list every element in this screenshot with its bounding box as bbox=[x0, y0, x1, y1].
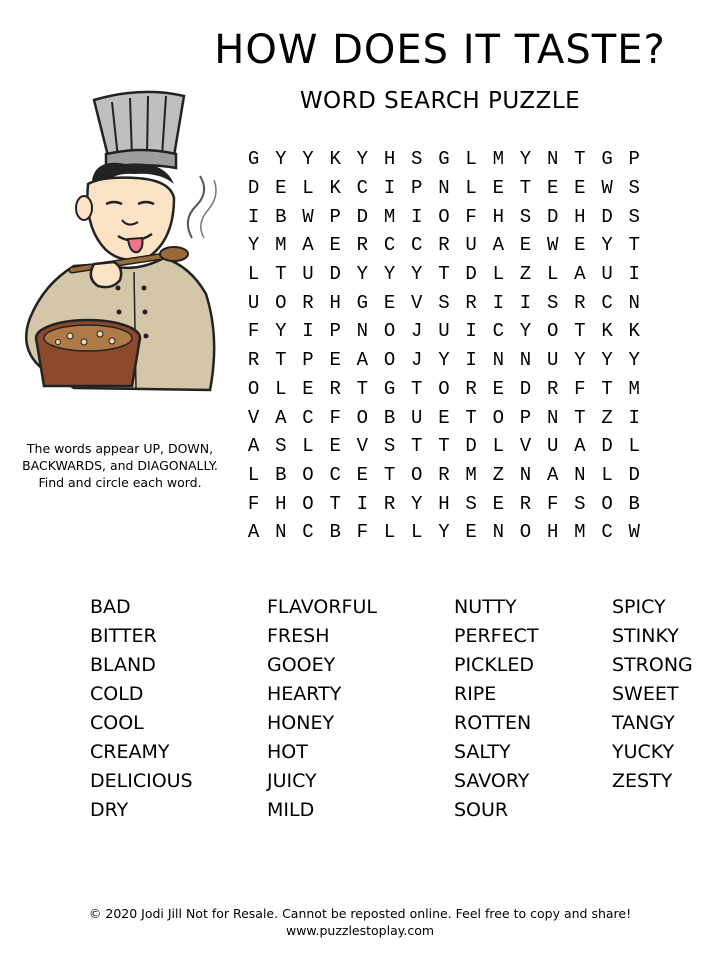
grid-letter[interactable]: O bbox=[383, 349, 396, 372]
grid-letter[interactable]: I bbox=[628, 263, 640, 286]
grid-letter[interactable]: A bbox=[492, 234, 504, 257]
grid-letter[interactable]: N bbox=[275, 521, 287, 544]
grid-letter[interactable]: P bbox=[329, 205, 341, 228]
grid-letter[interactable]: G bbox=[601, 148, 613, 171]
grid-letter[interactable]: E bbox=[329, 349, 341, 372]
grid-letter[interactable]: S bbox=[438, 291, 450, 314]
grid-letter[interactable]: I bbox=[465, 349, 477, 372]
grid-letter[interactable]: A bbox=[302, 234, 314, 257]
grid-letter[interactable]: C bbox=[411, 234, 423, 257]
grid-letter[interactable]: J bbox=[411, 320, 423, 343]
chef-hat-icon bbox=[94, 92, 184, 170]
grid-letter[interactable]: A bbox=[275, 406, 287, 429]
grid-letter[interactable]: E bbox=[302, 377, 314, 400]
grid-letter[interactable]: N bbox=[519, 349, 532, 372]
grid-letter[interactable]: B bbox=[383, 406, 396, 429]
word-list bbox=[0, 593, 720, 833]
grid-letter[interactable]: I bbox=[628, 406, 640, 429]
grid-letter[interactable]: T bbox=[383, 463, 396, 486]
grid-letter[interactable]: F bbox=[356, 521, 369, 544]
grid-letter[interactable]: D bbox=[465, 263, 477, 286]
grid-letter[interactable]: S bbox=[628, 205, 640, 228]
grid-letter[interactable]: E bbox=[329, 234, 341, 257]
grid-letter[interactable]: P bbox=[329, 320, 341, 343]
grid-letter[interactable]: C bbox=[601, 291, 613, 314]
grid-letter[interactable]: D bbox=[628, 463, 640, 486]
grid-letter[interactable]: U bbox=[465, 234, 477, 257]
grid-letter[interactable]: R bbox=[383, 492, 396, 515]
grid-letter[interactable]: S bbox=[411, 148, 423, 171]
grid-letter[interactable]: O bbox=[411, 463, 423, 486]
grid-letter[interactable]: H bbox=[574, 205, 586, 228]
word-item: DRY bbox=[90, 799, 129, 821]
grid-letter[interactable]: H bbox=[546, 521, 559, 544]
word-item: TANGY bbox=[612, 712, 675, 734]
page-title: HOW DOES IT TASTE? bbox=[214, 27, 666, 73]
grid-letter[interactable]: K bbox=[329, 177, 341, 200]
grid-letter[interactable]: U bbox=[546, 349, 559, 372]
word-column bbox=[90, 593, 193, 825]
grid-letter[interactable]: L bbox=[465, 177, 477, 200]
grid-letter[interactable]: R bbox=[574, 291, 586, 314]
word-column bbox=[454, 593, 538, 825]
word-item: SAVORY bbox=[454, 770, 530, 792]
grid-letter[interactable]: M bbox=[275, 234, 287, 257]
word-item: BAD bbox=[90, 596, 131, 618]
grid-letter[interactable]: P bbox=[628, 148, 640, 171]
grid-letter[interactable]: I bbox=[247, 205, 260, 228]
grid-letter[interactable]: T bbox=[411, 435, 423, 458]
grid-letter[interactable]: H bbox=[275, 492, 287, 515]
grid-letter[interactable]: E bbox=[356, 463, 369, 486]
grid-letter[interactable]: O bbox=[438, 205, 450, 228]
grid-letter[interactable]: N bbox=[492, 349, 504, 372]
grid-letter[interactable]: Y bbox=[519, 320, 532, 343]
word-column bbox=[267, 593, 377, 825]
grid-letter[interactable]: O bbox=[275, 291, 287, 314]
grid-letter[interactable]: D bbox=[356, 205, 369, 228]
grid-letter[interactable]: T bbox=[574, 406, 586, 429]
word-item: HOT bbox=[267, 741, 308, 763]
grid-letter[interactable]: T bbox=[465, 406, 477, 429]
footer bbox=[0, 905, 720, 939]
grid-letter[interactable]: O bbox=[519, 521, 532, 544]
grid-letter[interactable]: U bbox=[247, 291, 260, 314]
grid-letter[interactable]: Z bbox=[492, 463, 504, 486]
grid-letter[interactable]: N bbox=[546, 406, 559, 429]
grid-letter[interactable]: N bbox=[492, 521, 504, 544]
grid-letter[interactable]: R bbox=[438, 234, 450, 257]
grid-letter[interactable]: A bbox=[574, 435, 586, 458]
grid-letter[interactable]: L bbox=[465, 148, 477, 171]
grid-letter[interactable]: B bbox=[628, 492, 640, 515]
grid-letter[interactable]: T bbox=[275, 263, 287, 286]
grid-letter[interactable]: U bbox=[601, 263, 613, 286]
grid-letter[interactable]: O bbox=[601, 492, 613, 515]
word-item: MILD bbox=[267, 799, 315, 821]
grid-letter[interactable]: E bbox=[519, 234, 532, 257]
grid-letter[interactable]: E bbox=[383, 291, 396, 314]
grid-letter[interactable]: Z bbox=[519, 263, 532, 286]
grid-letter[interactable]: C bbox=[356, 177, 369, 200]
grid-letter[interactable]: H bbox=[438, 492, 450, 515]
grid-letter[interactable]: M bbox=[574, 521, 586, 544]
grid-letter[interactable]: E bbox=[492, 492, 504, 515]
grid-letter[interactable]: I bbox=[519, 291, 532, 314]
grid-letter[interactable]: C bbox=[302, 521, 314, 544]
grid-letter[interactable]: I bbox=[356, 492, 369, 515]
grid-letter[interactable]: Y bbox=[438, 349, 450, 372]
grid-letter[interactable]: L bbox=[247, 263, 260, 286]
grid-letter[interactable]: Y bbox=[302, 148, 314, 171]
grid-letter[interactable]: B bbox=[275, 463, 287, 486]
grid-letter[interactable]: L bbox=[546, 263, 559, 286]
grid-letter[interactable]: A bbox=[247, 521, 260, 544]
grid-letter[interactable]: T bbox=[601, 377, 613, 400]
word-item: YUCKY bbox=[612, 741, 675, 763]
word-item: SWEET bbox=[612, 683, 679, 705]
grid-letter[interactable]: N bbox=[519, 463, 532, 486]
word-item: FLAVORFUL bbox=[267, 596, 377, 618]
grid-letter[interactable]: Y bbox=[275, 148, 287, 171]
grid-letter[interactable]: S bbox=[574, 492, 586, 515]
grid-letter[interactable]: I bbox=[302, 320, 314, 343]
grid-letter[interactable]: C bbox=[492, 320, 504, 343]
letter-grid bbox=[240, 145, 648, 547]
grid-letter[interactable]: R bbox=[302, 291, 314, 314]
word-item: SOUR bbox=[454, 799, 509, 821]
grid-letter[interactable]: Y bbox=[574, 349, 586, 372]
grid-letter[interactable]: V bbox=[356, 435, 369, 458]
grid-letter[interactable]: L bbox=[628, 435, 640, 458]
grid-letter[interactable]: M bbox=[383, 205, 396, 228]
grid-letter[interactable]: W bbox=[601, 177, 613, 200]
word-item: BITTER bbox=[90, 625, 157, 647]
instructions bbox=[14, 440, 226, 491]
grid-letter[interactable]: O bbox=[492, 406, 504, 429]
grid-letter[interactable]: R bbox=[438, 463, 450, 486]
grid-letter[interactable]: T bbox=[411, 377, 423, 400]
grid-letter[interactable]: W bbox=[546, 234, 559, 257]
word-item: PICKLED bbox=[454, 654, 535, 676]
word-item: HONEY bbox=[267, 712, 335, 734]
grid-letter[interactable]: O bbox=[438, 377, 450, 400]
grid-letter[interactable]: E bbox=[329, 435, 341, 458]
grid-letter[interactable]: W bbox=[302, 205, 314, 228]
grid-letter[interactable]: L bbox=[492, 263, 504, 286]
grid-letter[interactable]: F bbox=[574, 377, 586, 400]
grid-letter[interactable]: R bbox=[519, 492, 532, 515]
grid-letter[interactable]: N bbox=[628, 291, 640, 314]
grid-letter[interactable]: Y bbox=[411, 492, 423, 515]
copyright-text: © 2020 Jodi Jill Not for Resale. Cannot be reposted online. Feel free to copy and share! bbox=[88, 906, 632, 921]
grid-letter[interactable]: Y bbox=[383, 263, 396, 286]
grid-letter[interactable]: Y bbox=[356, 263, 369, 286]
grid-letter[interactable]: D bbox=[519, 377, 532, 400]
word-item: ROTTEN bbox=[454, 712, 532, 734]
word-item: STRONG bbox=[612, 654, 693, 676]
grid-letter[interactable]: O bbox=[247, 377, 260, 400]
grid-letter[interactable]: M bbox=[628, 377, 640, 400]
grid-letter[interactable]: L bbox=[302, 177, 314, 200]
grid-letter[interactable]: Y bbox=[275, 320, 287, 343]
grid-letter[interactable]: O bbox=[383, 320, 396, 343]
grid-letter[interactable]: C bbox=[329, 463, 341, 486]
grid-letter[interactable]: L bbox=[601, 463, 613, 486]
grid-letter[interactable]: R bbox=[546, 377, 559, 400]
grid-letter[interactable]: W bbox=[628, 521, 640, 544]
grid-letter[interactable]: Y bbox=[601, 349, 613, 372]
grid-letter[interactable]: T bbox=[574, 148, 586, 171]
grid-letter[interactable]: U bbox=[438, 320, 450, 343]
grid-letter[interactable]: U bbox=[302, 263, 314, 286]
word-item: SALTY bbox=[454, 741, 511, 763]
grid-letter[interactable]: A bbox=[574, 263, 586, 286]
grid-letter[interactable]: O bbox=[302, 463, 314, 486]
grid-letter[interactable]: F bbox=[329, 406, 341, 429]
grid-letter[interactable]: E bbox=[574, 234, 586, 257]
grid-letter[interactable]: S bbox=[465, 492, 477, 515]
grid-letter[interactable]: Y bbox=[247, 234, 260, 257]
grid-letter[interactable]: V bbox=[519, 435, 532, 458]
word-item: PERFECT bbox=[454, 625, 539, 647]
grid-letter[interactable]: F bbox=[247, 320, 260, 343]
website-text: www.puzzlestoplay.com bbox=[285, 923, 435, 938]
word-item: CREAMY bbox=[90, 741, 170, 763]
grid-letter[interactable]: Y bbox=[438, 521, 450, 544]
grid-letter[interactable]: R bbox=[465, 291, 477, 314]
grid-letter[interactable]: O bbox=[302, 492, 314, 515]
grid-letter[interactable]: D bbox=[601, 435, 613, 458]
word-item: COLD bbox=[90, 683, 144, 705]
grid-letter[interactable]: K bbox=[329, 148, 341, 171]
grid-letter[interactable]: E bbox=[492, 177, 504, 200]
grid-letter[interactable]: T bbox=[438, 263, 450, 286]
instructions-line: The words appear UP, DOWN, bbox=[26, 441, 214, 456]
grid-letter[interactable]: S bbox=[383, 435, 396, 458]
word-item: ZESTY bbox=[612, 770, 673, 792]
grid-letter[interactable]: C bbox=[601, 521, 613, 544]
grid-letter[interactable]: P bbox=[519, 406, 532, 429]
grid-letter[interactable]: S bbox=[628, 177, 640, 200]
grid-letter[interactable]: V bbox=[247, 406, 260, 429]
grid-letter[interactable]: T bbox=[329, 492, 341, 515]
grid-letter[interactable]: E bbox=[275, 177, 287, 200]
grid-letter[interactable]: I bbox=[465, 320, 477, 343]
grid-letter[interactable]: H bbox=[329, 291, 341, 314]
grid-letter[interactable]: R bbox=[247, 349, 260, 372]
grid-letter[interactable]: R bbox=[356, 234, 369, 257]
grid-letter[interactable]: G bbox=[247, 148, 260, 171]
grid-letter[interactable]: N bbox=[438, 177, 450, 200]
grid-letter[interactable]: E bbox=[492, 377, 504, 400]
grid-letter[interactable]: L bbox=[411, 521, 423, 544]
grid-letter[interactable]: D bbox=[546, 205, 559, 228]
grid-letter[interactable]: L bbox=[302, 435, 314, 458]
word-item: SPICY bbox=[612, 596, 666, 618]
grid-letter[interactable]: S bbox=[519, 205, 532, 228]
word-item: GOOEY bbox=[267, 654, 336, 676]
grid-letter[interactable]: V bbox=[411, 291, 423, 314]
grid-letter[interactable]: K bbox=[628, 320, 640, 343]
grid-letter[interactable]: I bbox=[492, 291, 504, 314]
grid-letter[interactable]: G bbox=[438, 148, 450, 171]
grid-letter[interactable]: U bbox=[546, 435, 559, 458]
chef-face-icon bbox=[76, 178, 174, 260]
grid-letter[interactable]: R bbox=[329, 377, 341, 400]
grid-letter[interactable]: B bbox=[329, 521, 341, 544]
grid-letter[interactable]: O bbox=[546, 320, 559, 343]
grid-letter[interactable]: L bbox=[383, 521, 396, 544]
grid-letter[interactable]: Y bbox=[519, 148, 532, 171]
grid-letter[interactable]: G bbox=[356, 291, 369, 314]
grid-letter[interactable]: C bbox=[302, 406, 314, 429]
grid-letter[interactable]: D bbox=[601, 205, 613, 228]
grid-letter[interactable]: J bbox=[411, 349, 423, 372]
grid-letter[interactable]: U bbox=[411, 406, 423, 429]
grid-letter[interactable]: A bbox=[546, 463, 559, 486]
grid-letter[interactable]: L bbox=[247, 463, 260, 486]
grid-letter[interactable]: T bbox=[275, 349, 287, 372]
pot-icon bbox=[36, 320, 140, 386]
grid-letter[interactable]: C bbox=[383, 234, 396, 257]
word-item: JUICY bbox=[267, 770, 317, 792]
word-column bbox=[612, 593, 693, 796]
grid-letter[interactable]: S bbox=[546, 291, 559, 314]
grid-letter[interactable]: T bbox=[628, 234, 640, 257]
grid-letter[interactable]: A bbox=[356, 349, 369, 372]
instructions-line: Find and circle each word. bbox=[38, 475, 202, 490]
grid-letter[interactable]: F bbox=[247, 492, 260, 515]
word-item: DELICIOUS bbox=[90, 770, 193, 792]
page-subtitle: WORD SEARCH PUZZLE bbox=[299, 88, 581, 114]
word-item: COOL bbox=[90, 712, 144, 734]
grid-letter[interactable]: N bbox=[356, 320, 369, 343]
grid-letter[interactable]: E bbox=[465, 521, 477, 544]
grid-letter[interactable]: B bbox=[275, 205, 287, 228]
grid-letter[interactable]: E bbox=[546, 177, 559, 200]
grid-letter[interactable]: Y bbox=[628, 349, 640, 372]
grid-letter[interactable]: P bbox=[302, 349, 314, 372]
grid-letter[interactable]: Y bbox=[601, 234, 613, 257]
grid-letter[interactable]: K bbox=[601, 320, 613, 343]
grid-letter[interactable]: E bbox=[438, 406, 450, 429]
word-item: RIPE bbox=[454, 683, 497, 705]
grid-letter[interactable]: Z bbox=[601, 406, 613, 429]
grid-letter[interactable]: H bbox=[492, 205, 504, 228]
grid-letter[interactable]: O bbox=[356, 406, 369, 429]
grid-letter[interactable]: M bbox=[492, 148, 504, 171]
word-item: FRESH bbox=[267, 625, 330, 647]
grid-letter[interactable]: N bbox=[546, 148, 559, 171]
grid-letter[interactable]: A bbox=[247, 435, 260, 458]
instructions-line: BACKWARDS, and DIAGONALLY. bbox=[22, 458, 218, 473]
grid-letter[interactable]: M bbox=[465, 463, 477, 486]
grid-letter[interactable]: N bbox=[574, 463, 586, 486]
word-item: STINKY bbox=[612, 625, 679, 647]
grid-letter[interactable]: Y bbox=[411, 263, 423, 286]
grid-letter[interactable]: Y bbox=[356, 148, 369, 171]
grid-letter[interactable]: I bbox=[383, 177, 396, 200]
word-item: HEARTY bbox=[267, 683, 342, 705]
grid-letter[interactable]: D bbox=[465, 435, 477, 458]
grid-letter[interactable]: L bbox=[275, 377, 287, 400]
grid-letter[interactable]: D bbox=[329, 263, 341, 286]
grid-letter[interactable]: G bbox=[383, 377, 396, 400]
grid-letter[interactable]: D bbox=[247, 177, 260, 200]
grid-letter[interactable]: T bbox=[356, 377, 369, 400]
grid-letter[interactable]: T bbox=[519, 177, 532, 200]
grid-letter[interactable]: F bbox=[546, 492, 559, 515]
grid-letter[interactable]: P bbox=[411, 177, 423, 200]
grid-letter[interactable]: I bbox=[411, 205, 423, 228]
grid-letter[interactable]: E bbox=[574, 177, 586, 200]
grid-letter[interactable]: T bbox=[574, 320, 586, 343]
grid-letter[interactable]: F bbox=[465, 205, 477, 228]
grid-letter[interactable]: R bbox=[465, 377, 477, 400]
grid-letter[interactable]: S bbox=[275, 435, 287, 458]
grid-letter[interactable]: T bbox=[438, 435, 450, 458]
chef-illustration bbox=[14, 88, 226, 393]
word-item: NUTTY bbox=[454, 596, 517, 618]
grid-letter[interactable]: H bbox=[383, 148, 396, 171]
grid-letter[interactable]: L bbox=[492, 435, 504, 458]
word-item: BLAND bbox=[90, 654, 156, 676]
